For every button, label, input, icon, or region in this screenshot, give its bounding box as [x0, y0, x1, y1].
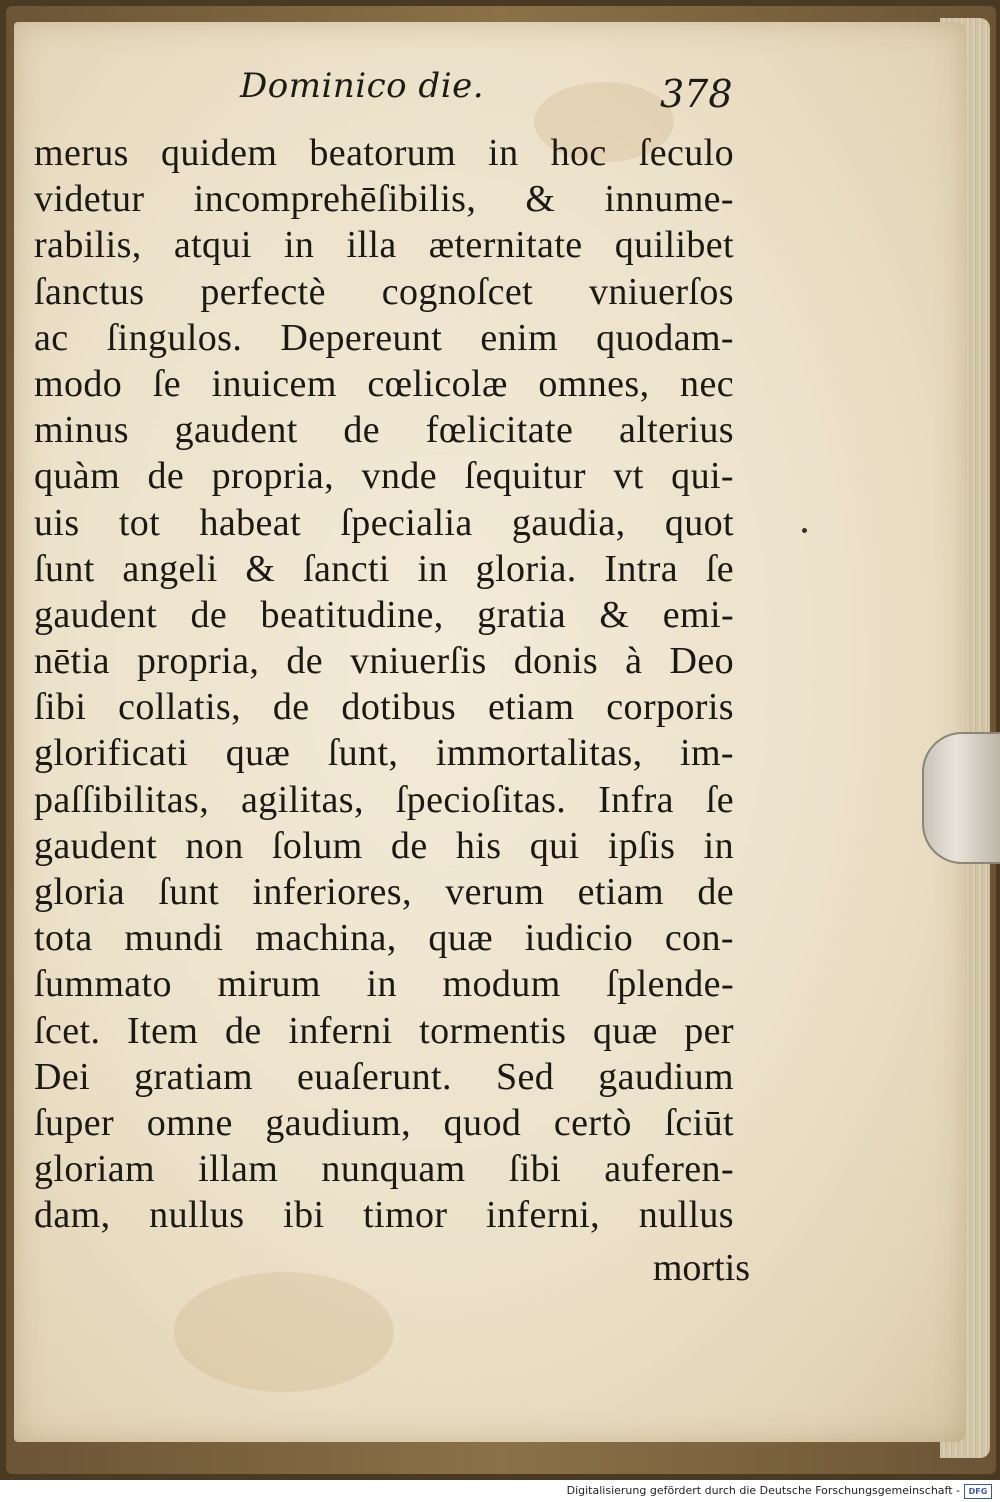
text-line: dam, nullus ibi timor inferni, nullus [34, 1194, 734, 1237]
text-line: gaudent de beatitudine, gratia & emi- [34, 593, 734, 636]
book-clasp [922, 732, 1000, 864]
text-line: videtur incomprehēſibilis, & innume- [34, 178, 734, 221]
catchword: mortis [652, 1247, 750, 1289]
text-line: rabilis, atqui in illa æternitate quilibet [34, 224, 734, 267]
text-line: quàm de propria, vnde ſequitur vt qui- [34, 455, 734, 498]
text-line: tota mundi machina, quæ iudicio con- [34, 917, 734, 960]
text-line: ſcet. Item de inferni tormentis quæ per [34, 1009, 734, 1052]
text-line: gaudent non ſolum de his qui ipſis in [34, 824, 734, 867]
text-line: ſanctus perfectè cognoſcet vniuerſos [34, 270, 734, 313]
text-line: modo ſe inuicem cœlicolæ omnes, nec [34, 362, 734, 405]
body-text [34, 130, 734, 1239]
text-line: uis tot habeat ſpecialia gaudia, quot [34, 501, 734, 544]
text-line: ſibi collatis, de dotibus etiam corporis [34, 686, 734, 729]
text-line: glorificati quæ ſunt, immortalitas, im- [34, 732, 734, 775]
page-number: 378 [660, 72, 733, 116]
text-line: ac ſingulos. Depereunt enim quodam- [34, 316, 734, 359]
running-head: Dominico die. [240, 66, 485, 106]
text-line: ſunt angeli & ſancti in gloria. Intra ſe [34, 547, 734, 590]
text-line: paſſibilitas, agilitas, ſpecioſitas. Infra ſe [34, 778, 734, 821]
text-line: Dei gratiam euaſerunt. Sed gaudium [34, 1055, 734, 1098]
text-line: gloria ſunt inferiores, verum etiam de [34, 871, 734, 913]
dfg-logo-icon: DFG [964, 1484, 992, 1499]
text-line: nētia propria, de vniuerſis donis à Deo [34, 640, 734, 683]
text-line: minus gaudent de fœlicitate alterius [34, 409, 734, 452]
text-line: ſummato mirum in modum ſplende- [34, 963, 734, 1006]
text-line: merus quidem beatorum in hoc ſeculo [34, 132, 734, 174]
ink-speck [802, 528, 807, 533]
digitization-footer [0, 1480, 1000, 1502]
text-line: gloriam illam nunquam ſibi auferen- [34, 1148, 734, 1191]
text-line: ſuper omne gaudium, quod certò ſciūt [34, 1101, 734, 1144]
paper-stain [174, 1272, 394, 1392]
funding-credit: Digitalisierung gefördert durch die Deutsche Forschungsgemeinschaft - [566, 1484, 960, 1497]
